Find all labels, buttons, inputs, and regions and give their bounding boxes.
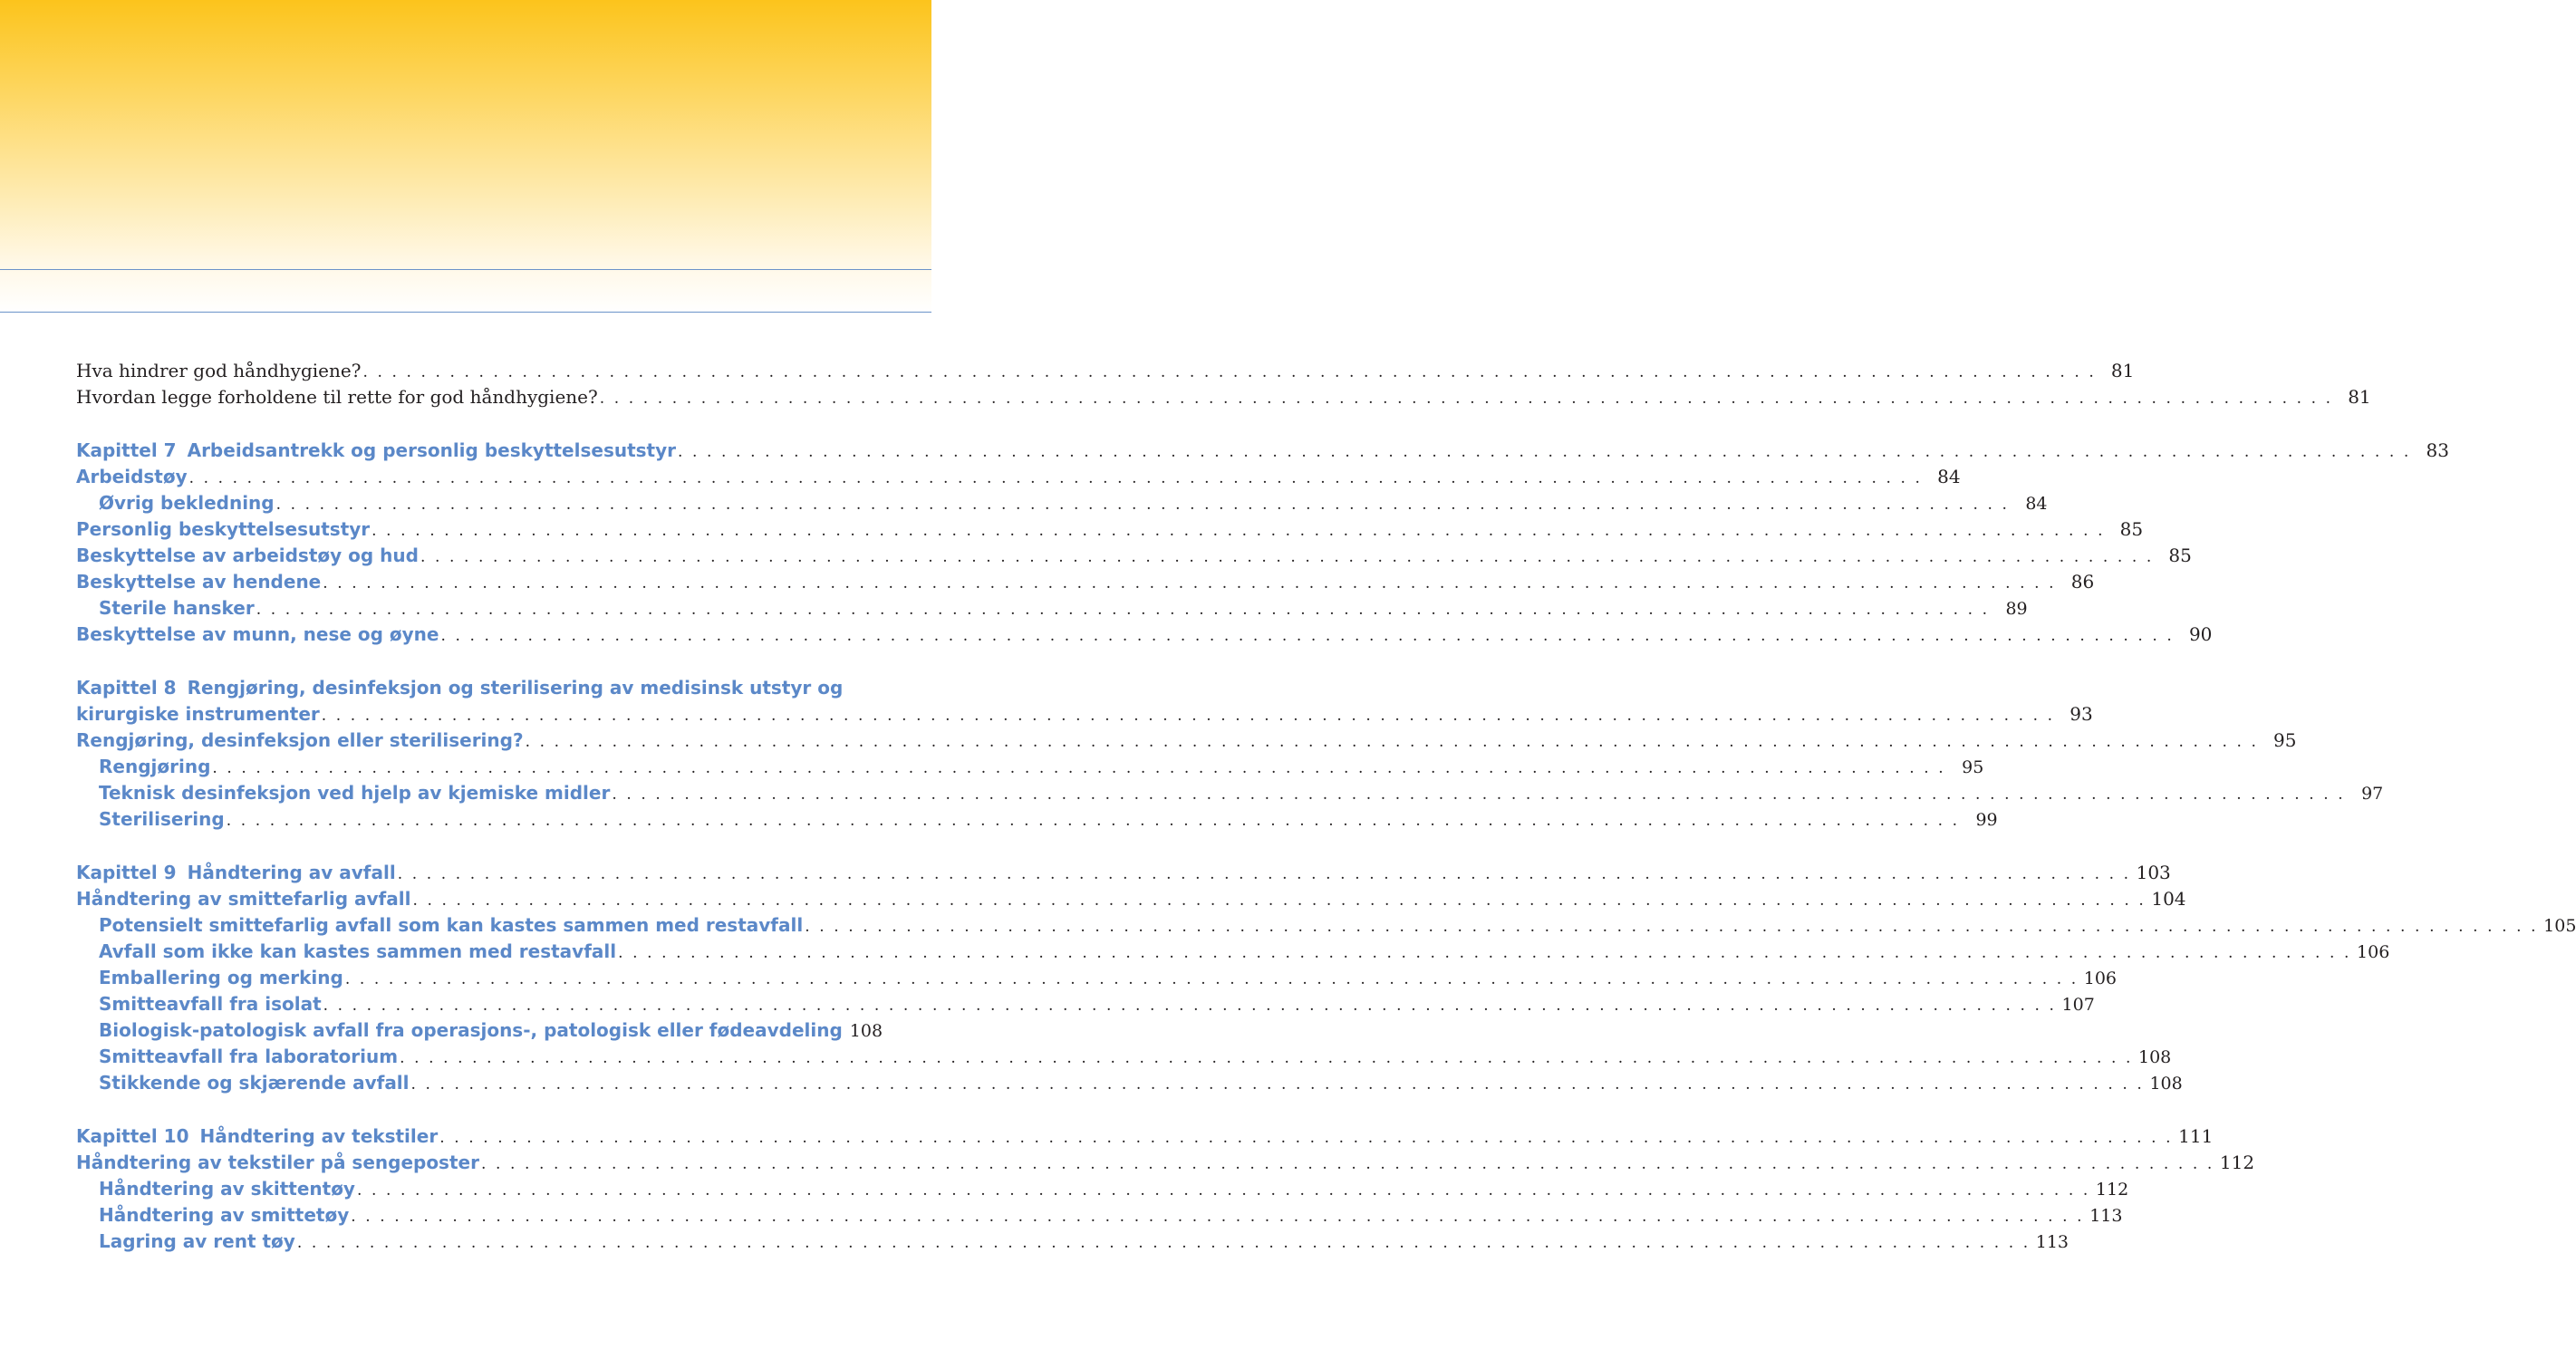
dot-leader: . . . . . . . . . . . . . . . . . . . . . . . . . . . . . . . . . . . . . . . . . . . . . . . . . . . . . . . . . . . . . . . . . . . . . . . . . . . . . . . . . . . . . . . . . . . . . . . . . . . . . . . . . . . . . . . . . . . . . . . . — [371, 522, 2106, 540]
toc-entry[interactable] — [76, 1150, 2255, 1176]
dot-leader: . . . . . . . . . . . . . . . . . . . . . . . . . . . . . . . . . . . . . . . . . . . . . . . . . . . . . . . . . . . . . . . . . . . . . . . . . . . . . . . . . . . . . . . . . . . . . . . . . . . . . . . . . . . . . . . . . . . . . . . . — [323, 997, 2057, 1015]
toc-page-number: 97 — [2361, 784, 2384, 804]
toc-page-number: 107 — [2061, 995, 2095, 1015]
toc-page-number: 113 — [2035, 1232, 2069, 1252]
toc-entry-label: Øvrig bekledning — [99, 492, 275, 514]
chapter-block — [76, 438, 2449, 648]
toc-page-number: 99 — [1975, 810, 1998, 830]
toc-subentry[interactable] — [76, 939, 2390, 965]
toc-page-number: 85 — [2119, 518, 2144, 540]
toc-page-number: 112 — [2219, 1152, 2255, 1173]
toc-page-number: 95 — [1962, 757, 1984, 777]
toc-entry-label: kirurgiske instrumenter — [76, 703, 320, 725]
dot-leader: . . . . . . . . . . . . . . . . . . . . . . . . . . . . . . . . . . . . . . . . . . . . . . . . . . . . . . . . . . . . . . . . . . . . . . . . . . . . . . . . . . . . . . . . . . . . . . . . . . . . . . . . . . . . . . . . . . . . . . . . — [400, 1049, 2133, 1067]
chapter-number: Kapittel 9 — [76, 862, 177, 883]
toc-entry-label: Teknisk desinfeksjon ved hjelp av kjemiske midler — [99, 782, 611, 804]
toc-entry-label: Avfall som ikke kan kastes sammen med restavfall — [99, 940, 617, 962]
toc-page-number: 81 — [2348, 386, 2371, 408]
chapter-heading[interactable] — [76, 701, 2093, 728]
dot-leader: . . . . . . . . . . . . . . . . . . . . . . . . . . . . . . . . . . . . . . . . . . . . . . . . . . . . . . . . . . . . . . . . . . . . . . . . . . . . . . . . . . . . . . . . . . . . . . . . . . . . . . . . . . . . . . . . . . . . . . . . — [362, 363, 2097, 381]
dot-leader: . . . . . . . . . . . . . . . . . . . . . . . . . . . . . . . . . . . . . . . . . . . . . . . . . . . . . . . . . . . . . . . . . . . . . . . . . . . . . . . . . . . . . . . . . . . . . . . . . . . . . . . . . . . . . . . . . . . . . . . . — [321, 707, 2055, 725]
toc-entry-label: Håndtering av smittetøy — [99, 1204, 350, 1226]
chapter-title: Håndtering av avfall — [187, 862, 396, 883]
toc-entry-label: Rengjøring — [99, 756, 211, 777]
toc-subentry[interactable] — [76, 1202, 2123, 1229]
toc-subentry[interactable] — [76, 1229, 2069, 1255]
toc-entry-label: Hvordan legge forholdene til rette for god håndhygiene? — [76, 386, 598, 408]
toc-page-number: 105 — [2543, 916, 2576, 936]
dot-leader: . . . . . . . . . . . . . . . . . . . . . . . . . . . . . . . . . . . . . . . . . . . . . . . . . . . . . . . . . . . . . . . . . . . . . . . . . . . . . . . . . . . . . . . . . . . . . . . . . . . . . . . . . . . . . . . . . . . . . . . . — [356, 1181, 2090, 1200]
toc-entry-label: Beskyttelse av arbeidstøy og hud — [76, 545, 419, 566]
chapter-title: Håndtering av tekstiler — [199, 1125, 439, 1147]
toc-entry-label: Håndtering av tekstiler på sengeposter — [76, 1152, 479, 1173]
toc-subentry[interactable] — [76, 1176, 2129, 1202]
toc-subentry[interactable] — [76, 490, 2048, 516]
toc-subentry[interactable] — [76, 912, 2576, 939]
dot-leader: . . . . . . . . . . . . . . . . . . . . . . . . . . . . . . . . . . . . . . . . . . . . . . . . . . . . . . . . . . . . . . . . . . . . . . . . . . . . . . . . . . . . . . . . . . . . . . . . . . . . . . . . . . . . . . . . . . . . . . . . — [410, 1075, 2145, 1094]
dot-leader: . . . . . . . . . . . . . . . . . . . . . . . . . . . . . . . . . . . . . . . . . . . . . . . . . . . . . . . . . . . . . . . . . . . . . . . . . . . . . . . . . . . . . . . . . . . . . . . . . . . . . . . . . . . . . . . . . . . . . . . . — [599, 390, 2333, 408]
toc-page-number: 103 — [2136, 862, 2171, 883]
toc-page-number: 108 — [2138, 1047, 2172, 1067]
toc-page-number: 86 — [2070, 571, 2095, 593]
toc-entry-label: Personlig beskyttelsesutstyr — [76, 518, 371, 540]
chapter-block — [76, 860, 2576, 1096]
toc-entry-label: Hva hindrer god håndhygiene? — [76, 360, 362, 381]
toc-page-number: 95 — [2273, 729, 2297, 751]
toc-page-number: 112 — [2095, 1180, 2129, 1200]
toc-subentry[interactable] — [76, 754, 1984, 780]
dot-leader: . . . . . . . . . . . . . . . . . . . . . . . . . . . . . . . . . . . . . . . . . . . . . . . . . . . . . . . . . . . . . . . . . . . . . . . . . . . . . . . . . . . . . . . . . . . . . . . . . . . . . . . . . . . . . . . . . . . . . . . . — [480, 1155, 2214, 1173]
toc-entry[interactable] — [76, 886, 2186, 912]
toc-subentry[interactable] — [76, 806, 1998, 833]
dot-leader: . . . . . . . . . . . . . . . . . . . . . . . . . . . . . . . . . . . . . . . . . . . . . . . . . . . . . . . . . . . . . . . . . . . . . . . . . . . . . . . . . . . . . . . . . . . . . . . . . . . . . . . . . . . . . . . . . . . . . . . . — [612, 786, 2346, 804]
header-gradient-band — [0, 0, 931, 313]
dot-leader: . . . . . . . . . . . . . . . . . . . . . . . . . . . . . . . . . . . . . . . . . . . . . . . . . . . . . . . . . . . . . . . . . . . . . . . . . . . . . . . . . . . . . . . . . . . . . . . . . . . . . . . . . . . . . . . . . . . . . . . . — [439, 1129, 2174, 1147]
chapter-block — [76, 1123, 2255, 1255]
toc-entry-label: Smitteavfall fra isolat — [99, 993, 322, 1015]
header-rule-bottom — [0, 312, 931, 313]
toc-page-number: 106 — [2083, 969, 2118, 988]
toc-page-number: 83 — [2426, 439, 2449, 461]
toc-entry-label: Håndtering av smittefarlig avfall — [76, 888, 411, 910]
toc-subentry[interactable] — [76, 965, 2118, 991]
toc-subentry[interactable] — [76, 991, 2095, 1017]
dot-leader: . . . . . . . . . . . . . . . . . . . . . . . . . . . . . . . . . . . . . . . . . . . . . . . . . . . . . . . . . . . . . . . . . . . . . . . . . . . . . . . . . . . . . . . . . . . . . . . . . . . . . . . . . . . . . . . . . . . . . . . . — [412, 892, 2147, 910]
toc-entry-label: Rengjøring, desinfeksjon eller sterilisering? — [76, 729, 524, 751]
toc-entry-label: Arbeidstøy — [76, 466, 188, 487]
chapter-title: Arbeidsantrekk og personlig beskyttelsesutstyr — [187, 439, 677, 461]
toc-page-number: 81 — [2110, 360, 2135, 381]
dot-leader: . . . . . . . . . . . . . . . . . . . . . . . . . . . . . . . . . . . . . . . . . . . . . . . . . . . . . . . . . . . . . . . . . . . . . . . . . . . . . . . . . . . . . . . . . . . . . . . . . . . . . . . . . . . . . . . . . . . . . . . . — [440, 627, 2175, 645]
chapter-heading[interactable] — [76, 438, 2449, 464]
dot-leader: . . . . . . . . . . . . . . . . . . . . . . . . . . . . . . . . . . . . . . . . . . . . . . . . . . . . . . . . . . . . . . . . . . . . . . . . . . . . . . . . . . . . . . . . . . . . . . . . . . . . . . . . . . . . . . . . . . . . . . . . — [296, 1234, 2031, 1252]
toc-subentry[interactable] — [76, 1044, 2172, 1070]
toc-entry-label: Biologisk-patologisk avfall fra operasjons-, patologisk eller fødeavdeling — [99, 1019, 843, 1041]
toc-page-number: 108 — [849, 1021, 883, 1041]
toc-entry[interactable] — [76, 358, 2135, 384]
toc-page-number: 84 — [2025, 494, 2048, 514]
toc-entry[interactable] — [76, 543, 2192, 569]
chapter-number: Kapittel 8 — [76, 677, 177, 699]
toc-entry[interactable] — [76, 569, 2095, 595]
toc-page-number: 84 — [1937, 466, 1961, 487]
dot-leader: . . . . . . . . . . . . . . . . . . . . . . . . . . . . . . . . . . . . . . . . . . . . . . . . . . . . . . . . . . . . . . . . . . . . . . . . . . . . . . . . . . . . . . . . . . . . . . . . . . . . . . . . . . . . . . . . . . . . . . . . — [525, 733, 2259, 751]
chapter-heading[interactable] — [76, 860, 2171, 886]
toc-entry-label: Stikkende og skjærende avfall — [99, 1072, 410, 1094]
dot-leader: . . . . . . . . . . . . . . . . . . . . . . . . . . . . . . . . . . . . . . . . . . . . . . . . . . . . . . . . . . . . . . . . . . . . . . . . . . . . . . . . . . . . . . . . . . . . . . . . . . . . . . . . . . . . . . . . . . . . . . . . — [618, 944, 2352, 962]
toc-entry-label: Beskyttelse av hendene — [76, 571, 322, 593]
chapter-number: Kapittel 7 — [76, 439, 177, 461]
table-of-contents — [76, 358, 2576, 1255]
dot-leader: . . . . . . . . . . . . . . . . . . . . . . . . . . . . . . . . . . . . . . . . . . . . . . . . . . . . . . . . . . . . . . . . . . . . . . . . . . . . . . . . . . . . . . . . . . . . . . . . . . . . . . . . . . . . . . . . . . . . . . . . — [351, 1208, 2085, 1226]
toc-page-number: 85 — [2168, 545, 2192, 566]
dot-leader: . . . . . . . . . . . . . . . . . . . . . . . . . . . . . . . . . . . . . . . . . . . . . . . . . . . . . . . . . . . . . . . . . . . . . . . . . . . . . . . . . . . . . . . . . . . . . . . . . . . . . . . . . . . . . . . . . . . . . . . . — [420, 548, 2154, 566]
toc-entry-label — [76, 860, 396, 886]
toc-subentry[interactable] — [76, 780, 2384, 806]
chapter-heading-line1[interactable] — [76, 675, 879, 701]
dot-leader: . . . . . . . . . . . . . . . . . . . . . . . . . . . . . . . . . . . . . . . . . . . . . . . . . . . . . . . . . . . . . . . . . . . . . . . . . . . . . . . . . . . . . . . . . . . . . . . . . . . . . . . . . . . . . . . . . . . . . . . . — [678, 443, 2411, 461]
toc-page-number: 113 — [2089, 1206, 2123, 1226]
toc-entry[interactable] — [76, 516, 2144, 543]
toc-entry[interactable] — [76, 464, 1961, 490]
toc-entry[interactable] — [76, 728, 2297, 754]
toc-page-number: 93 — [2069, 703, 2093, 725]
dot-leader: . . . . . . . . . . . . . . . . . . . . . . . . . . . . . . . . . . . . . . . . . . . . . . . . . . . . . . . . . . . . . . . . . . . . . . . . . . . . . . . . . . . . . . . . . . . . . . . . . . . . . . . . . . . . . . . . . . . . . . . . — [344, 970, 2079, 988]
chapter-title: Rengjøring, desinfeksjon og sterilisering av medisinsk utstyr og — [187, 677, 844, 699]
dot-leader: . . . . . . . . . . . . . . . . . . . . . . . . . . . . . . . . . . . . . . . . . . . . . . . . . . . . . . . . . . . . . . . . . . . . . . . . . . . . . . . . . . . . . . . . . . . . . . . . . . . . . . . . . . . . . . . . . . . . . . . . — [397, 865, 2131, 883]
dot-leader: . . . . . . . . . . . . . . . . . . . . . . . . . . . . . . . . . . . . . . . . . . . . . . . . . . . . . . . . . . . . . . . . . . . . . . . . . . . . . . . . . . . . . . . . . . . . . . . . . . . . . . . . . . . . . . . . . . . . . . . . — [275, 496, 2010, 514]
toc-entry-label: Sterile hansker — [99, 597, 255, 619]
dot-leader: . . . . . . . . . . . . . . . . . . . . . . . . . . . . . . . . . . . . . . . . . . . . . . . . . . . . . . . . . . . . . . . . . . . . . . . . . . . . . . . . . . . . . . . . . . . . . . . . . . . . . . . . . . . . . . . . . . . . . . . . — [256, 601, 1990, 619]
toc-page-number: 90 — [2188, 623, 2213, 645]
chapter-number: Kapittel 10 — [76, 1125, 189, 1147]
toc-entry-label: Smitteavfall fra laboratorium — [99, 1046, 399, 1067]
dot-leader: . . . . . . . . . . . . . . . . . . . . . . . . . . . . . . . . . . . . . . . . . . . . . . . . . . . . . . . . . . . . . . . . . . . . . . . . . . . . . . . . . . . . . . . . . . . . . . . . . . . . . . . . . . . . . . . . . . . . . . . . — [226, 812, 1960, 830]
dot-leader: . . . . . . . . . . . . . . . . . . . . . . . . . . . . . . . . . . . . . . . . . . . . . . . . . . . . . . . . . . . . . . . . . . . . . . . . . . . . . . . . . . . . . . . . . . . . . . . . . . . . . . . . . . . . . . . . . . . . . . . . — [212, 759, 1946, 777]
toc-page-number: 89 — [2005, 599, 2028, 619]
toc-entry-label — [76, 438, 676, 464]
toc-entry[interactable] — [76, 384, 2371, 410]
toc-page-number: 111 — [2178, 1125, 2214, 1147]
toc-page-number: 108 — [2149, 1074, 2183, 1094]
dot-leader: . . . . . . . . . . . . . . . . . . . . . . . . . . . . . . . . . . . . . . . . . . . . . . . . . . . . . . . . . . . . . . . . . . . . . . . . . . . . . . . . . . . . . . . . . . . . . . . . . . . . . . . . . . . . . . . . . . . . . . . . — [323, 574, 2057, 593]
toc-subentry[interactable] — [76, 1070, 2183, 1096]
dot-leader: . . . . . . . . . . . . . . . . . . . . . . . . . . . . . . . . . . . . . . . . . . . . . . . . . . . . . . . . . . . . . . . . . . . . . . . . . . . . . . . . . . . . . . . . . . . . . . . . . . . . . . . . . . . . . . . . . . . . . . . . — [805, 918, 2539, 936]
toc-page-number: 104 — [2151, 888, 2186, 910]
toc-entry-label: Potensielt smittefarlig avfall som kan kastes sammen med restavfall — [99, 914, 804, 936]
toc-page-number: 106 — [2357, 942, 2390, 962]
toc-entry-label: Beskyttelse av munn, nese og øyne — [76, 623, 439, 645]
dot-leader: . . . . . . . . . . . . . . . . . . . . . . . . . . . . . . . . . . . . . . . . . . . . . . . . . . . . . . . . . . . . . . . . . . . . . . . . . . . . . . . . . . . . . . . . . . . . . . . . . . . . . . . . . . . . . . . . . . . . . . . . — [188, 469, 1923, 487]
chapter-heading[interactable] — [76, 1123, 2214, 1150]
toc-entry-label: Håndtering av skittentøy — [99, 1178, 355, 1200]
toc-subentry[interactable] — [76, 1017, 883, 1044]
toc-entry[interactable] — [76, 622, 2213, 648]
toc-entry-label — [76, 1123, 438, 1150]
toc-entry-label: Emballering og merking — [99, 967, 343, 988]
toc-subentry[interactable] — [76, 595, 2028, 622]
header-rule-top — [0, 269, 931, 270]
toc-entry-label: Lagring av rent tøy — [99, 1230, 295, 1252]
toc-entry-label: Sterilisering — [99, 808, 225, 830]
chapter-block — [76, 675, 2384, 833]
